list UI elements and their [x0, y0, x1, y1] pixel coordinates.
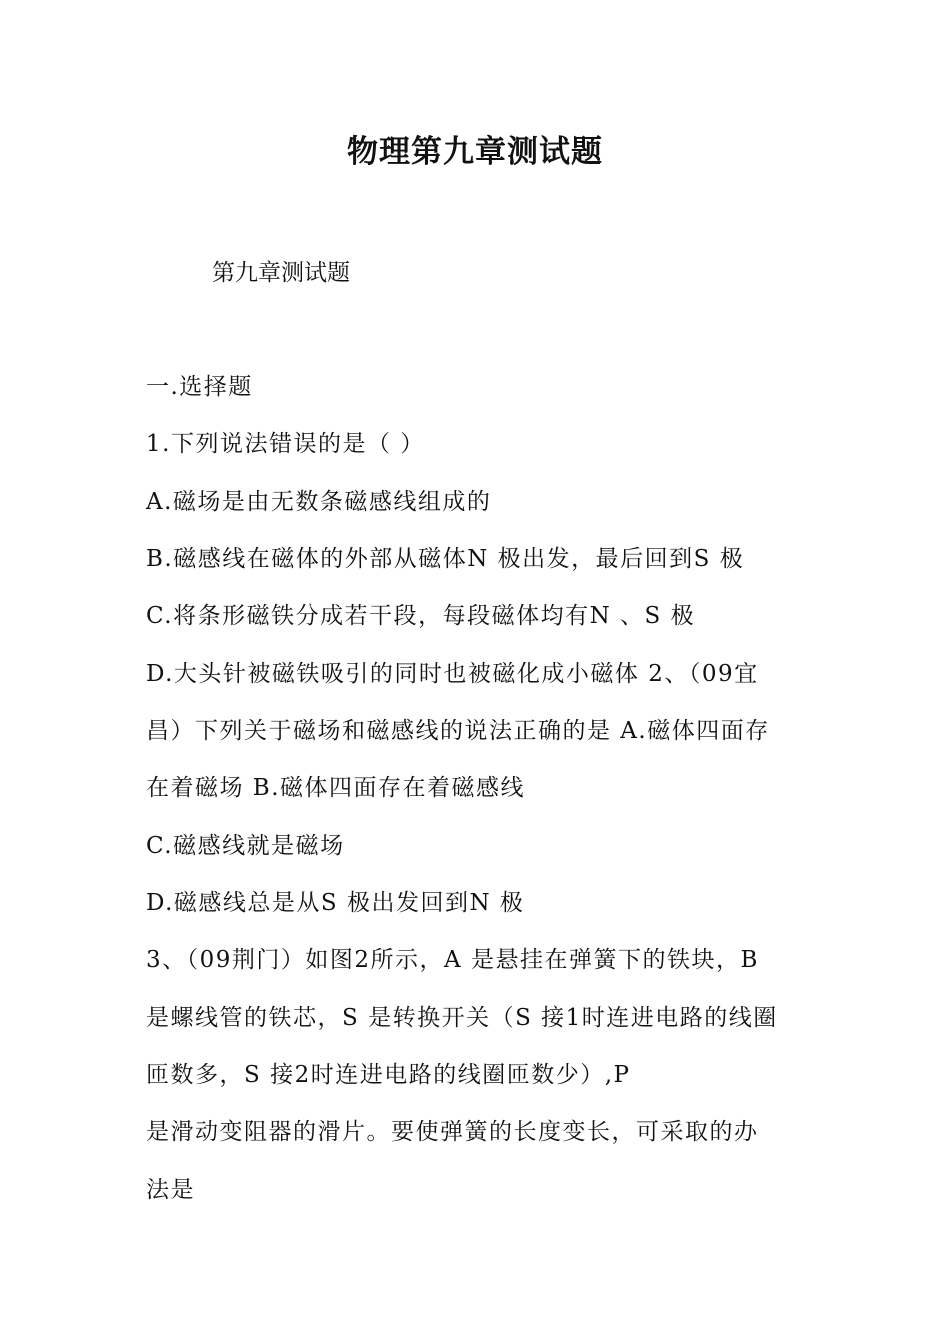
question-2-text: 昌）下列关于磁场和磁感线的说法正确的是 A.磁体四面存	[146, 718, 770, 744]
question-1: 1.下列说法错误的是（ ）	[146, 431, 425, 457]
question-3-text-cont-3: 是滑动变阻器的滑片。要使弹簧的长度变长，可采取的办	[146, 1119, 759, 1145]
section-heading: 一.选择题	[146, 374, 253, 400]
question-1-option-c: C.将条形磁铁分成若干段，每段磁体均有N 、S 极	[146, 603, 696, 629]
question-1-option-b: B.磁感线在磁体的外部从磁体N 极出发，最后回到S 极	[146, 546, 745, 572]
document-subtitle: 第九章测试题	[212, 260, 350, 286]
question-1-option-d: D.大头针被磁铁吸引的同时也被磁化成小磁体 2、（09宜	[146, 661, 759, 687]
question-3-text-cont-4: 法是	[146, 1177, 195, 1203]
question-1-option-a: A.磁场是由无数条磁感线组成的	[146, 489, 492, 515]
question-2-option-d: D.磁感线总是从S 极出发回到N 极	[146, 890, 525, 916]
document-title: 物理第九章测试题	[347, 134, 603, 170]
question-3-text-cont-2: 匝数多，S 接2时连进电路的线圈匝数少）,P	[146, 1062, 631, 1088]
question-2-option-c: C.磁感线就是磁场	[146, 833, 345, 859]
question-3-text: 3、（09荆门）如图2所示，A 是悬挂在弹簧下的铁块，B	[146, 947, 759, 973]
question-3-text-cont-1: 是螺线管的铁芯，S 是转换开关（S 接1时连进电路的线圈	[146, 1005, 778, 1031]
question-2-text-cont: 在着磁场 B.磁体四面存在着磁感线	[146, 775, 526, 801]
